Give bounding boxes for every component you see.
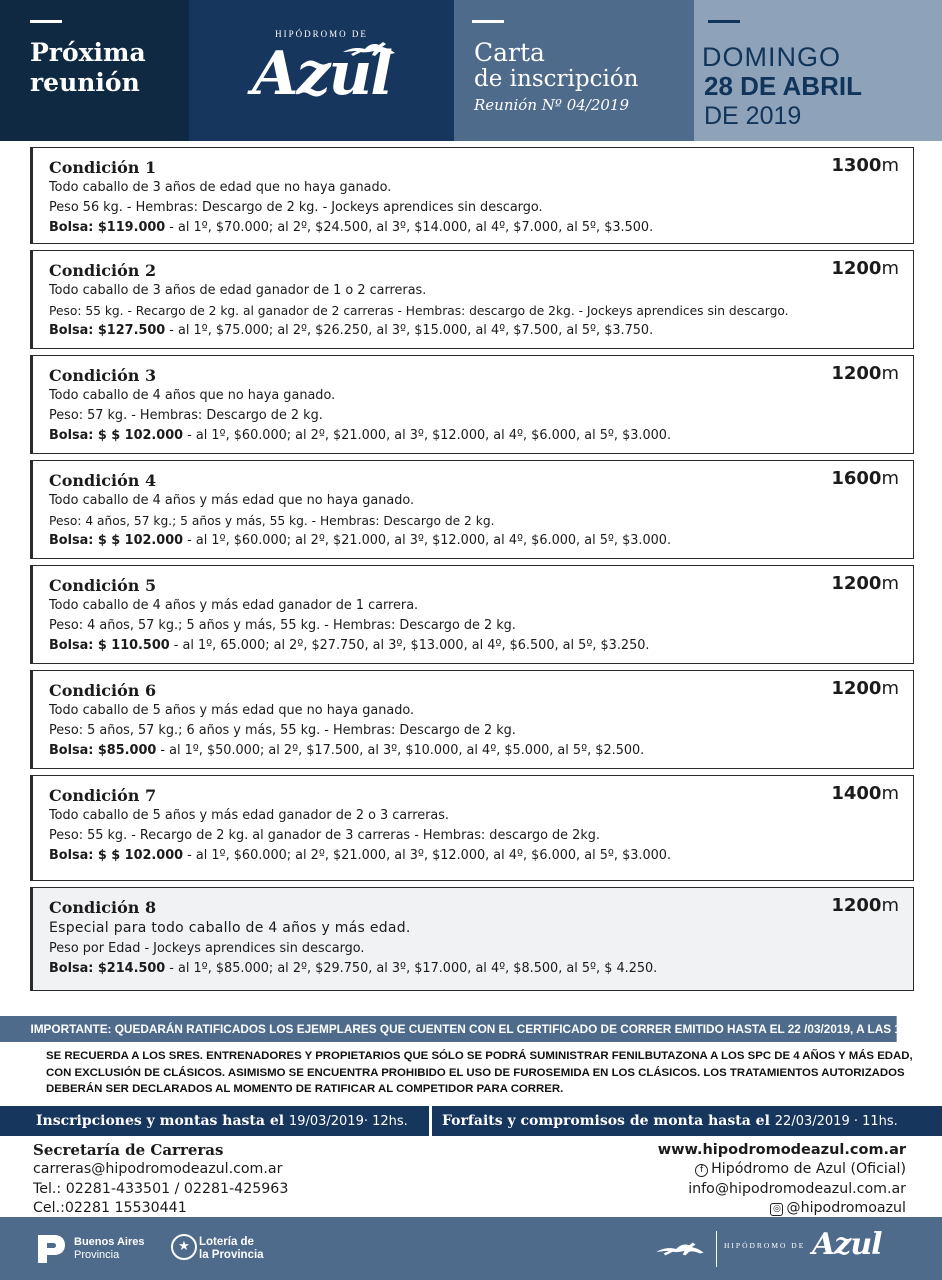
deadlines-bar [0, 1106, 942, 1136]
reunion-line: reunión [30, 68, 140, 97]
forfaits-deadline: Forfaits y compromisos de monta hasta el 22/03/2019 · 11hs. [432, 1106, 942, 1136]
decorative-dash [472, 20, 504, 23]
brand-small-text: HIPÓDROMO DE [275, 29, 368, 39]
carta-subtitle: de inscripción [474, 66, 639, 92]
condition-description: Todo caballo de 5 años y más edad que no haya ganado. [49, 703, 415, 718]
secretaria-email[interactable]: carreras@hipodromodeazul.com.ar [33, 1161, 283, 1177]
condition-weight: Peso 56 kg. - Hembras: Descargo de 2 kg. - Jockeys aprendices sin descargo. [49, 200, 543, 215]
condition-card [30, 250, 914, 349]
footer [0, 1217, 942, 1280]
medication-notice: SE RECUERDA A LOS SRES. ENTRENADORES Y PROPIETARIOS QUE SÓLO SE PODRÁ SUMINISTRAR FENILBUTAZONA A LOS SPC DE 4 AÑOS Y MÁS EDAD, CON EXCLUSIÓN DE CLÁSICOS. ASIMISMO SE ENCUENTRA PROHIBIDO EL USO DE FUROSEMIDA EN LOS CLÁSICOS. LOS TRATAMIENTOS AUTORIZADOS DEBERÁN SER DECLARADOS AL MOMENTO DE RATIFICAR AL COMPETIDOR PARA CORRER. [46, 1050, 913, 1095]
condition-description: Especial para todo caballo de 4 años y más edad. [49, 920, 411, 936]
condition-description: Todo caballo de 4 años que no haya ganado. [49, 388, 336, 403]
condition-card [30, 355, 914, 454]
condition-title: Condición 2 [49, 261, 157, 280]
important-banner: IMPORTANTE: QUEDARÁN RATIFICADOS LOS EJEMPLARES QUE CUENTEN CON EL CERTIFICADO DE CORRER EMITIDO HASTA EL 22 /03/2019, A LAS 12 HS. [0, 1016, 897, 1042]
header [0, 0, 942, 141]
footer-brand-small: HIPÓDROMO DE [724, 1241, 806, 1250]
condition-title: Condición 4 [49, 471, 157, 490]
condition-weight: Peso por Edad - Jockeys aprendices sin descargo. [49, 941, 365, 956]
condition-title: Condición 1 [49, 158, 157, 177]
decorative-dash [30, 20, 62, 23]
condition-distance: 1400m [831, 783, 899, 804]
condition-weight: Peso: 55 kg. - Recargo de 2 kg. al ganador de 2 carreras - Hembras: descargo de 2kg. - Jockeys aprendices sin descargo. [49, 303, 789, 318]
condition-prize: Bolsa: $127.500 - al 1º, $75.000; al 2º, $26.250, al 3º, $15.000, al 4º, $7.500, al 5º, $3.750. [49, 323, 654, 338]
condition-distance: 1600m [831, 468, 899, 489]
info-email[interactable]: info@hipodromodeazul.com.ar [688, 1180, 906, 1197]
condition-card [30, 565, 914, 664]
condition-title: Condición 5 [49, 576, 157, 595]
condition-weight: Peso: 55 kg. - Recargo de 2 kg. al ganador de 3 carreras - Hembras: descargo de 2kg. [49, 828, 600, 843]
reunion-number: Reunión Nº 04/2019 [474, 96, 630, 114]
instagram-icon: ◎ [770, 1203, 783, 1216]
instagram-link[interactable]: ◎ @hipodromoazul [658, 1199, 906, 1219]
condition-description: Todo caballo de 5 años y más edad ganador de 2 o 3 carreras. [49, 808, 449, 823]
condition-distance: 1300m [831, 155, 899, 176]
condition-card [30, 147, 914, 244]
header-carta [454, 0, 694, 141]
condition-title: Condición 3 [49, 366, 157, 385]
proxima-line: Próxima [30, 38, 146, 67]
condition-title: Condición 6 [49, 681, 157, 700]
condition-distance: 1200m [831, 363, 899, 384]
condition-description: Todo caballo de 3 años de edad que no haya ganado. [49, 180, 392, 195]
condition-distance: 1200m [831, 895, 899, 916]
condition-distance: 1200m [831, 678, 899, 699]
condition-title: Condición 8 [49, 898, 157, 917]
secretaria-tel: Tel.: 02281-433501 / 02281-425963 [33, 1180, 289, 1197]
condition-weight: Peso: 5 años, 57 kg.; 6 años y más, 55 kg. - Hembras: Descargo de 2 kg. [49, 723, 516, 738]
date-day-month: 28 DE ABRIL [704, 71, 862, 101]
loteria-logo-icon: ★ [171, 1234, 197, 1260]
header-date [694, 0, 942, 141]
condition-distance: 1200m [831, 258, 899, 279]
website-link[interactable]: www.hipodromodeazul.com.ar [657, 1142, 906, 1158]
header-brand-logo [189, 0, 454, 141]
condition-prize: Bolsa: $ $ 102.000 - al 1º, $60.000; al 2º, $21.000, al 3º, $12.000, al 4º, $6.000, al 5º, $3.000. [49, 428, 672, 443]
brand-azul-logo: Azul [251, 39, 392, 109]
date-weekday: DOMINGO [702, 42, 841, 72]
footer-divider [716, 1231, 717, 1267]
carta-title: Carta [474, 38, 545, 67]
condition-card [30, 460, 914, 559]
condition-description: Todo caballo de 4 años y más edad ganador de 1 carrera. [49, 598, 419, 613]
condition-card [30, 775, 914, 881]
header-proxima-reunion [0, 0, 189, 141]
condition-weight: Peso: 4 años, 57 kg.; 5 años y más, 55 kg. - Hembras: Descargo de 2 kg. [49, 513, 495, 528]
decorative-dash [708, 20, 740, 23]
condition-prize: Bolsa: $85.000 - al 1º, $50.000; al 2º, $17.500, al 3º, $10.000, al 4º, $5.000, al 5º, $2.500. [49, 743, 645, 758]
secretaria-cel: Cel.:02281 15530441 [33, 1200, 187, 1216]
condition-prize: Bolsa: $214.500 - al 1º, $85.000; al 2º, $29.750, al 3º, $17.000, al 4º, $8.500, al 5º, $ 4.250. [49, 961, 658, 976]
condition-prize: Bolsa: $ $ 102.000 - al 1º, $60.000; al 2º, $21.000, al 3º, $12.000, al 4º, $6.000, al 5º, $3.000. [49, 848, 672, 863]
conditions-list [30, 147, 914, 997]
contact-web [658, 1140, 906, 1219]
condition-weight: Peso: 4 años, 57 kg.; 5 años y más, 55 kg. - Hembras: Descargo de 2 kg. [49, 618, 516, 633]
facebook-link[interactable]: f Hipódromo de Azul (Oficial) [658, 1160, 906, 1180]
horse-rider-icon [650, 1239, 710, 1259]
buenos-aires-text: Buenos Aires Provincia [74, 1236, 145, 1261]
condition-weight: Peso: 57 kg. - Hembras: Descargo de 2 kg. [49, 408, 323, 423]
condition-description: Todo caballo de 3 años de edad ganador de 1 o 2 carreras. [49, 283, 427, 298]
inscripciones-deadline: Inscripciones y montas hasta el 19/03/2019· 12hs. [0, 1106, 432, 1136]
condition-prize: Bolsa: $ 110.500 - al 1º, 65.000; al 2º, $27.750, al 3º, $13.000, al 4º, $6.500, al 5º, $3.250. [49, 638, 650, 653]
condition-card [30, 670, 914, 769]
footer-brand-azul-logo: Azul [812, 1227, 882, 1262]
buenos-aires-logo-icon [34, 1231, 68, 1267]
facebook-icon: f [695, 1164, 708, 1177]
condition-card [30, 887, 914, 991]
condition-prize: Bolsa: $ $ 102.000 - al 1º, $60.000; al 2º, $21.000, al 3º, $12.000, al 4º, $6.000, al 5º, $3.000. [49, 533, 672, 548]
condition-distance: 1200m [831, 573, 899, 594]
date-year: DE 2019 [704, 102, 802, 130]
condition-title: Condición 7 [49, 786, 157, 805]
secretaria-title: Secretaría de Carreras [33, 1141, 224, 1159]
contact-secretaria [33, 1140, 288, 1219]
loteria-text: Lotería de la Provincia [199, 1236, 264, 1261]
proxima-reunion-title [30, 38, 146, 98]
condition-prize: Bolsa: $119.000 - al 1º, $70.000; al 2º, $24.500, al 3º, $14.000, al 4º, $7.000, al 5º, $3.500. [49, 220, 654, 235]
condition-description: Todo caballo de 4 años y más edad que no haya ganado. [49, 493, 415, 508]
